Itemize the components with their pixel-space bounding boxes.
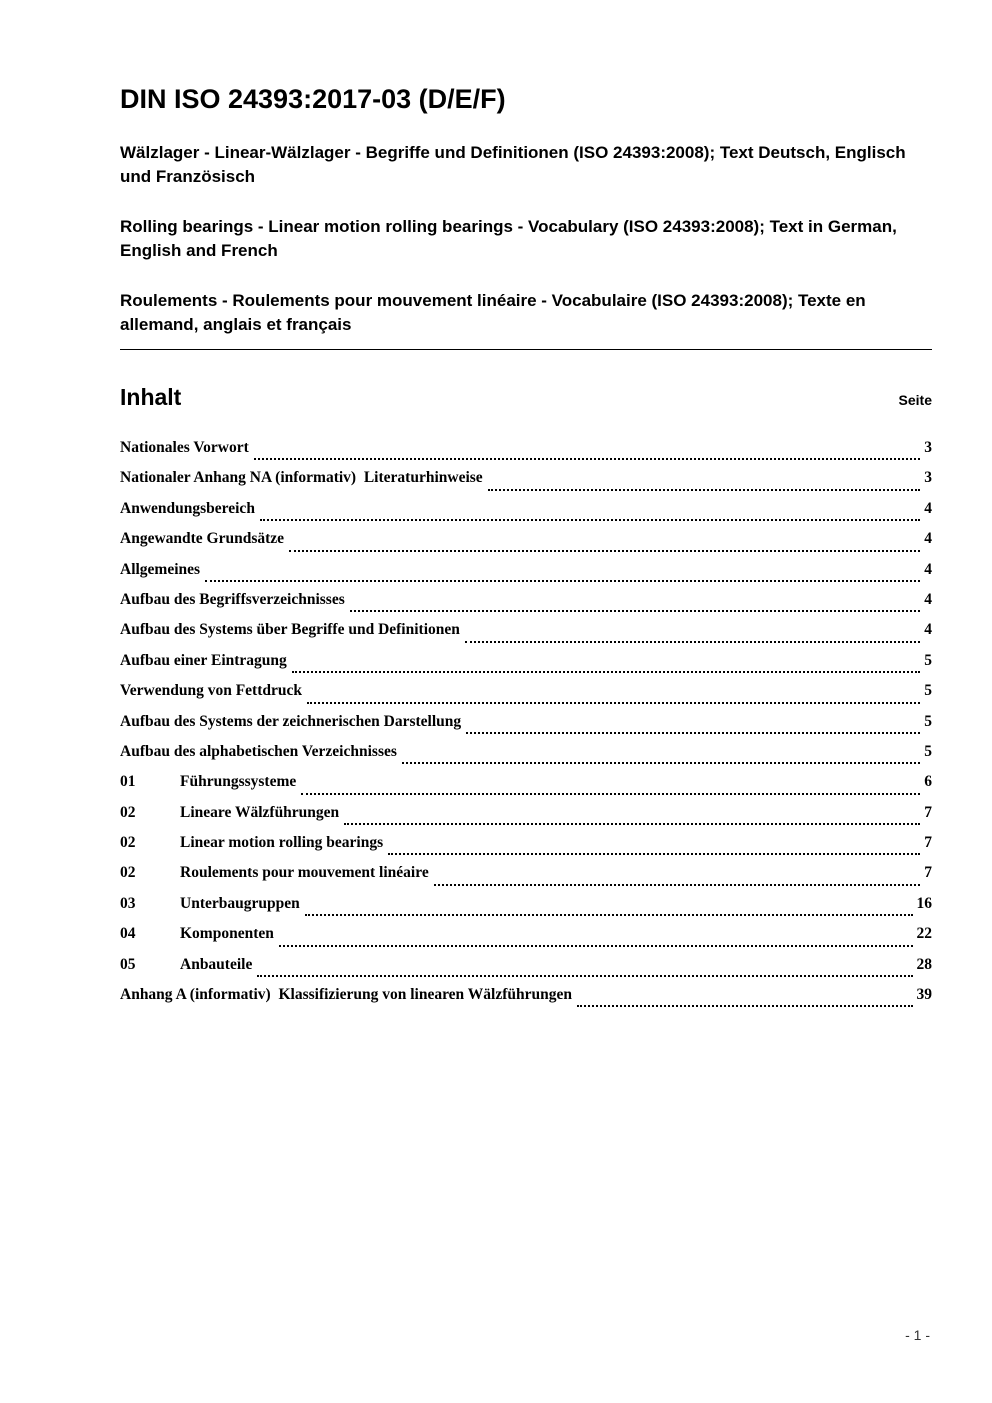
toc-entry-page: 28 xyxy=(916,955,932,973)
toc-entry-number: 01 xyxy=(120,773,136,791)
toc-entry-label: Nationales Vorwort xyxy=(120,439,249,456)
toc-entry xyxy=(120,895,932,925)
toc-leader-dots xyxy=(465,641,920,643)
title-divider xyxy=(120,349,932,350)
toc-entry-page: 4 xyxy=(924,621,932,639)
toc-entry-label: Nationaler Anhang NA (informativ) Literaturhinweise xyxy=(120,469,483,487)
doc-title-french: Roulements - Roulements pour mouvement linéaire - Vocabulaire (ISO 24393:2008); Texte en allemand, anglais et français xyxy=(120,291,866,334)
toc-leader-dots xyxy=(388,853,920,855)
toc-header xyxy=(120,384,932,411)
toc-entry-number: 05 xyxy=(120,955,136,973)
toc-entry-label: Aufbau des alphabetischen Verzeichnisses xyxy=(120,742,397,760)
toc-entry xyxy=(120,652,932,682)
toc-entry xyxy=(120,713,932,743)
doc-title-english: Rolling bearings - Linear motion rolling bearings - Vocabulary (ISO 24393:2008); Text in German, English and French xyxy=(120,217,897,260)
toc-entry-page: 39 xyxy=(916,986,932,1004)
toc-leader-dots xyxy=(434,884,921,886)
toc-leader-dots xyxy=(488,489,921,491)
toc-entry-label: Verwendung von Fettdruck xyxy=(120,682,302,700)
toc-leader-dots xyxy=(350,610,921,612)
toc-entry xyxy=(120,439,932,469)
toc-entry xyxy=(120,864,932,894)
toc-entry-label: Aufbau des Systems über Begriffe und Definitionen xyxy=(120,621,460,639)
toc-entry-number: 02 xyxy=(120,803,136,821)
toc-leader-dots xyxy=(301,793,920,795)
toc-entry-label: Komponenten xyxy=(180,925,274,943)
toc-entry-page: 5 xyxy=(924,651,932,669)
toc-entry-page: 3 xyxy=(924,469,932,487)
toc-entry-page: 22 xyxy=(916,925,932,943)
toc-entry-page: 7 xyxy=(924,803,932,821)
toc-entry xyxy=(120,621,932,651)
toc-entry xyxy=(120,925,932,955)
toc-entry-label: Aufbau des Begriffsverzeichnisses xyxy=(120,590,345,608)
toc-entry-label: Roulements pour mouvement linéaire xyxy=(180,864,429,882)
toc-entry xyxy=(120,986,932,1016)
toc-entry-label: Aufbau einer Eintragung xyxy=(120,651,287,669)
doc-number: DIN ISO 24393:2017-03 (D/E/F) xyxy=(120,84,506,114)
toc-leader-dots xyxy=(292,671,920,673)
toc-entry-page: 4 xyxy=(924,560,932,578)
toc-entry-label: Linear motion rolling bearings xyxy=(180,834,384,852)
toc-entry-label: Lineare Wälzführungen xyxy=(180,803,340,821)
toc-page-column-label: Seite xyxy=(898,392,932,408)
toc-entry-label: Aufbau des Systems der zeichnerischen Darstellung xyxy=(120,712,462,730)
toc-leader-dots xyxy=(344,823,920,825)
toc-entry-page: 5 xyxy=(924,712,932,730)
toc-entry-page: 5 xyxy=(924,742,932,760)
toc-entry-page: 4 xyxy=(924,499,932,517)
toc-entry xyxy=(120,834,932,864)
toc-entry xyxy=(120,530,932,560)
toc-entry-page: 5 xyxy=(924,682,932,700)
toc-entry-label: Angewandte Grundsätze xyxy=(120,530,285,548)
toc-leader-dots xyxy=(305,914,913,916)
toc-entry xyxy=(120,743,932,773)
toc-leader-dots xyxy=(577,1005,913,1007)
toc-entry xyxy=(120,500,932,530)
toc-entry xyxy=(120,591,932,621)
toc-heading: Inhalt xyxy=(120,384,182,410)
toc-entry-label: Anwendungsbereich xyxy=(120,499,255,517)
toc-entry xyxy=(120,773,932,803)
toc-entry-label: Unterbaugruppen xyxy=(180,894,300,912)
toc-entry-page: 7 xyxy=(924,864,932,882)
toc-leader-dots xyxy=(402,762,920,764)
toc-leader-dots xyxy=(260,519,920,521)
toc-list xyxy=(120,439,932,1016)
toc-leader-dots xyxy=(257,975,912,977)
toc-entry-page: 7 xyxy=(924,834,932,852)
toc-entry-label: Führungssysteme xyxy=(180,773,297,791)
toc-entry-page: 6 xyxy=(924,773,932,791)
toc-entry-number: 03 xyxy=(120,894,136,912)
toc-entry-label: Allgemeines xyxy=(120,560,201,578)
toc-entry xyxy=(120,956,932,986)
toc-leader-dots xyxy=(289,550,920,552)
toc-entry-label: Anbauteile xyxy=(180,955,253,973)
doc-title-german: Wälzlager - Linear-Wälzlager - Begriffe und Definitionen (ISO 24393:2008); Text Deutsch, Englisch und Französisch xyxy=(120,143,906,186)
toc-entry-page: 4 xyxy=(924,590,932,608)
toc-entry-label: Anhang A (informativ) Klassifizierung von linearen Wälzführungen xyxy=(120,986,572,1004)
footer-page-indicator: - 1 - xyxy=(905,1327,930,1343)
toc-entry-number: 02 xyxy=(120,864,136,882)
toc-leader-dots xyxy=(254,458,921,460)
toc-leader-dots xyxy=(307,702,920,704)
toc-leader-dots xyxy=(279,945,913,947)
toc-entry-number: 04 xyxy=(120,925,136,943)
toc-entry-page: 3 xyxy=(924,439,932,456)
toc-entry-page: 16 xyxy=(916,894,932,912)
toc-entry-page: 4 xyxy=(924,530,932,548)
toc-leader-dots xyxy=(466,732,920,734)
page-content xyxy=(0,84,992,1016)
toc-entry-number: 02 xyxy=(120,834,136,852)
toc-entry xyxy=(120,469,932,499)
toc-entry xyxy=(120,561,932,591)
toc-entry xyxy=(120,682,932,712)
toc-entry xyxy=(120,804,932,834)
toc-leader-dots xyxy=(205,580,920,582)
